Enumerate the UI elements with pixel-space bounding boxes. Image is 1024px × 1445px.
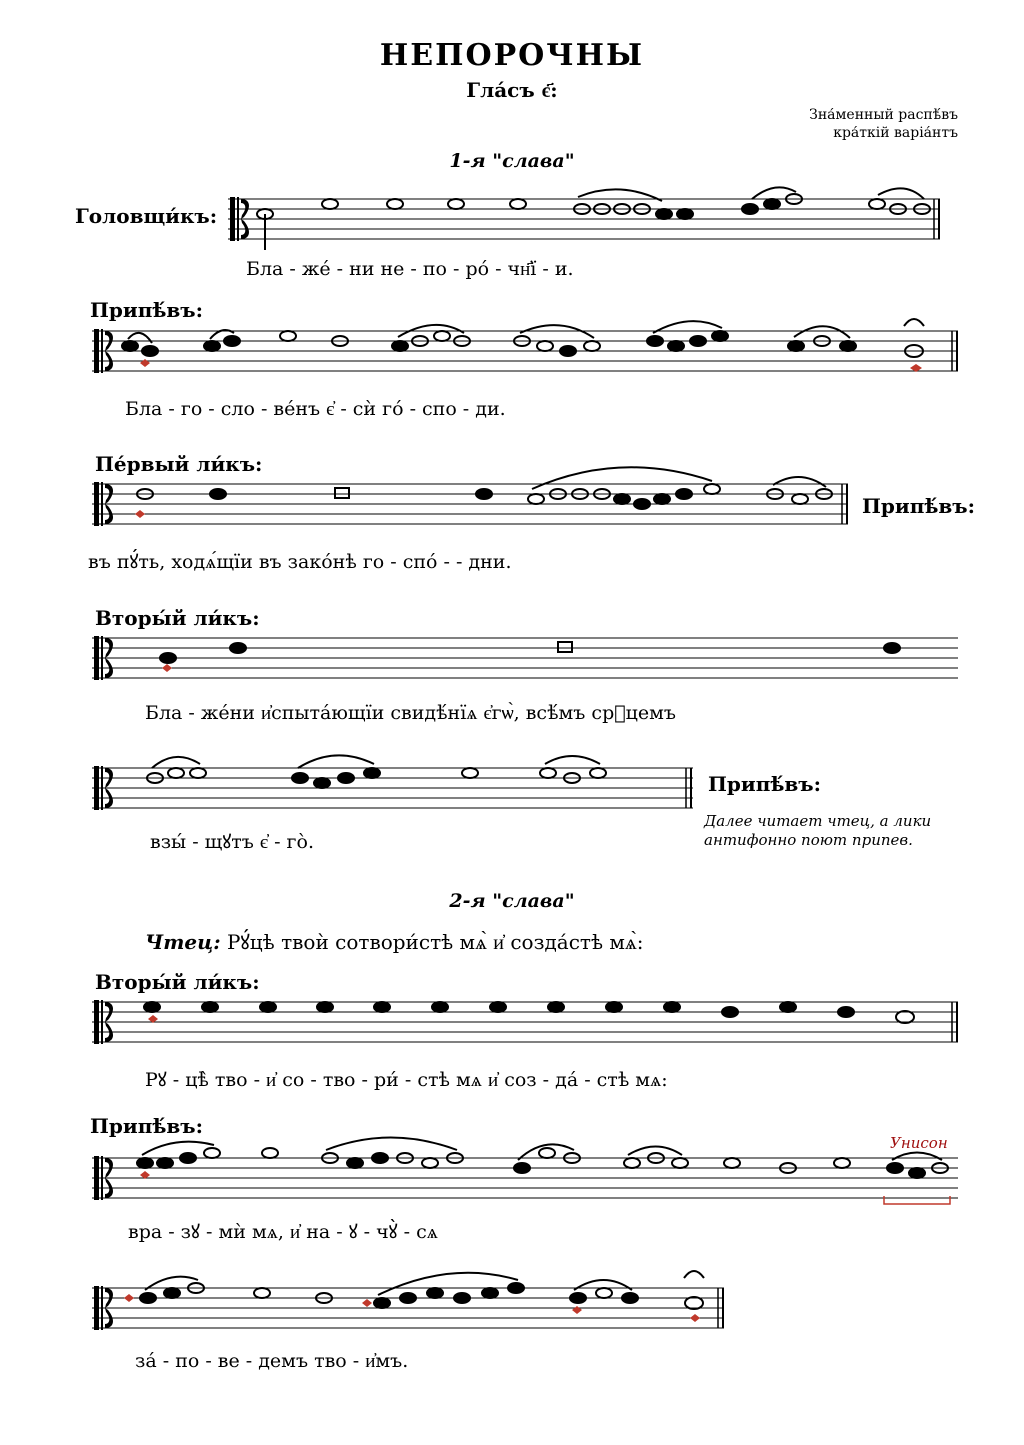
lyrics-line-6: Рꙋ - цѣ̀ тво - и҆ со - тво - ри́ - стѣ мѧ и҆ соз - да́ - стѣ мѧ: [145, 1069, 668, 1091]
label-pripev-3: Припѣ́въ: [708, 772, 822, 796]
label-vtory-lik-1: Вторы́й ли́къ: [95, 606, 260, 630]
instruction-note: Далее читает чтец, а лики антифонно поют припев. [704, 812, 932, 849]
lyrics-line-5: взы́ - щꙋтъ є҆ - го̀. [150, 831, 314, 853]
section-first-slava: 1-я "слава" [449, 150, 575, 172]
staff-8-notes [140, 1271, 704, 1309]
label-pripev-1: Припѣ́въ: [90, 298, 204, 322]
attribution-line1: Зна́менный распѣ́въ [809, 107, 958, 123]
staff-4-notes [160, 642, 900, 663]
lyrics-line-3: въ пꙋ́ть, ходѧ́щїи въ зако́нѣ го - спо́ - - дни. [88, 551, 512, 573]
staff-5-notes [147, 755, 606, 788]
reader-text: Рꙋ́цѣ твоѝ сотвори́стѣ мѧ̀ и҆ созда́стѣ мѧ̀: [226, 930, 644, 954]
lyrics-line-4: Бла - же́ни и҆спытáющїи свидѣ́нїѧ є҆гѡ̀, всѣ́мъ срⷣцемъ [145, 702, 676, 724]
attribution-line2: кра́ткій варіа́нтъ [833, 125, 958, 141]
staff-5 [92, 768, 693, 808]
staff-6 [92, 1002, 958, 1042]
staff-4 [92, 638, 958, 678]
label-pripev-2: Припѣ́въ: [862, 494, 976, 518]
lyrics-line-1: Бла - же́ - ни не - по - ро́ - чн҃ї - и. [246, 258, 574, 280]
unison-annotation: Унисон [890, 1134, 948, 1152]
tone-heading: Гла́съ є҃: [466, 78, 558, 102]
label-pripev-4: Припѣ́въ: [90, 1114, 204, 1138]
staff-3 [92, 484, 848, 524]
lyrics-line-7: вра - зꙋ - мѝ мѧ, и҆ на - ꙋ - чꙋ̀ - сѧ [128, 1221, 438, 1243]
lyrics-line-8: за́ - по - ве - демъ тво - и҆мъ. [135, 1350, 409, 1372]
lyrics-line-2: Бла - го - сло - ве́нъ є҆ - сѝ го́ - спо - ди. [125, 398, 506, 420]
reader-line [145, 928, 644, 955]
section-second-slava: 2-я "слава" [449, 890, 575, 912]
label-golovshchik: Головщи́къ: [75, 204, 218, 228]
reader-label: Чтец: [145, 930, 221, 954]
page-title: НЕПОРОЧНЫ [379, 38, 645, 73]
label-pervy-lik: Пе́рвый ли́къ: [95, 452, 263, 476]
label-vtory-lik-2: Вторы́й ли́къ: [95, 970, 260, 994]
